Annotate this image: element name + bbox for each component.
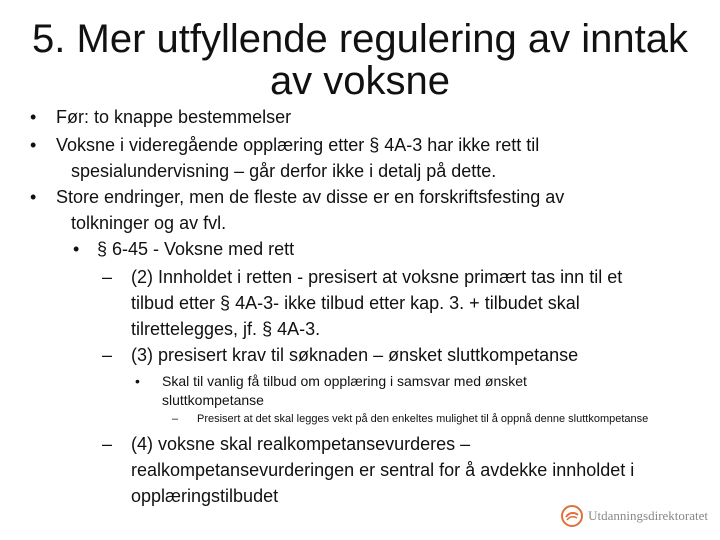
bullet-text: tilbud etter § 4A-3- ikke tilbud etter kap. 3. + tilbudet skal [131,293,580,313]
bullet-text: Skal til vanlig få tilbud om opplæring i samsvar med ønsket [162,373,527,389]
slide-title [0,16,720,104]
bullet-marker: – [102,345,113,365]
bullet-marker: – [172,413,179,425]
bullet-text: Store endringer, men de fleste av disse er en forskriftsfesting av [56,187,565,207]
bullet-text: opplæringstilbudet [131,486,279,506]
bullet-text: (3) presisert krav til søknaden – ønsket sluttkompetanse [131,345,579,365]
title-line-2: av voksne [269,59,451,103]
logo-text: Utdanningsdirektoratet [588,508,708,523]
bullet-marker: • [73,239,80,259]
bullet-text: Før: to knappe bestemmelser [56,107,292,127]
bullet-text: § 6-45 - Voksne med rett [97,239,295,259]
bullet-marker: • [30,187,37,207]
bullet-text: (4) voksne skal realkompetansevurderes – [131,434,471,454]
bullet-marker: • [30,135,37,155]
bullet-text: spesialundervisning – går derfor ikke i detalj på dette. [71,161,497,181]
title-line-1: 5. Mer utfyllende regulering av inntak [32,17,688,61]
udir-logo [560,504,708,528]
bullet-text: tolkninger og av fvl. [71,213,227,233]
bullet-text: tilrettelegges, jf. § 4A-3. [131,319,321,339]
bullet-text: realkompetansevurderingen er sentral for å avdekke innholdet i [131,460,635,480]
bullet-text: Voksne i videregående opplæring etter § 4A-3 har ikke rett til [56,135,540,155]
bullet-marker: • [30,107,37,127]
bullet-marker: • [135,373,140,389]
bullet-marker: – [102,434,113,454]
udir-logo-icon [560,504,584,528]
bullet-marker: – [102,267,113,287]
bullet-text: sluttkompetanse [162,392,264,408]
bullet-text: Presisert at det skal legges vekt på den enkeltes mulighet til å oppnå denne sluttkompetanse [197,413,649,425]
bullet-text: (2) Innholdet i retten - presisert at voksne primært tas inn til et [131,267,623,287]
